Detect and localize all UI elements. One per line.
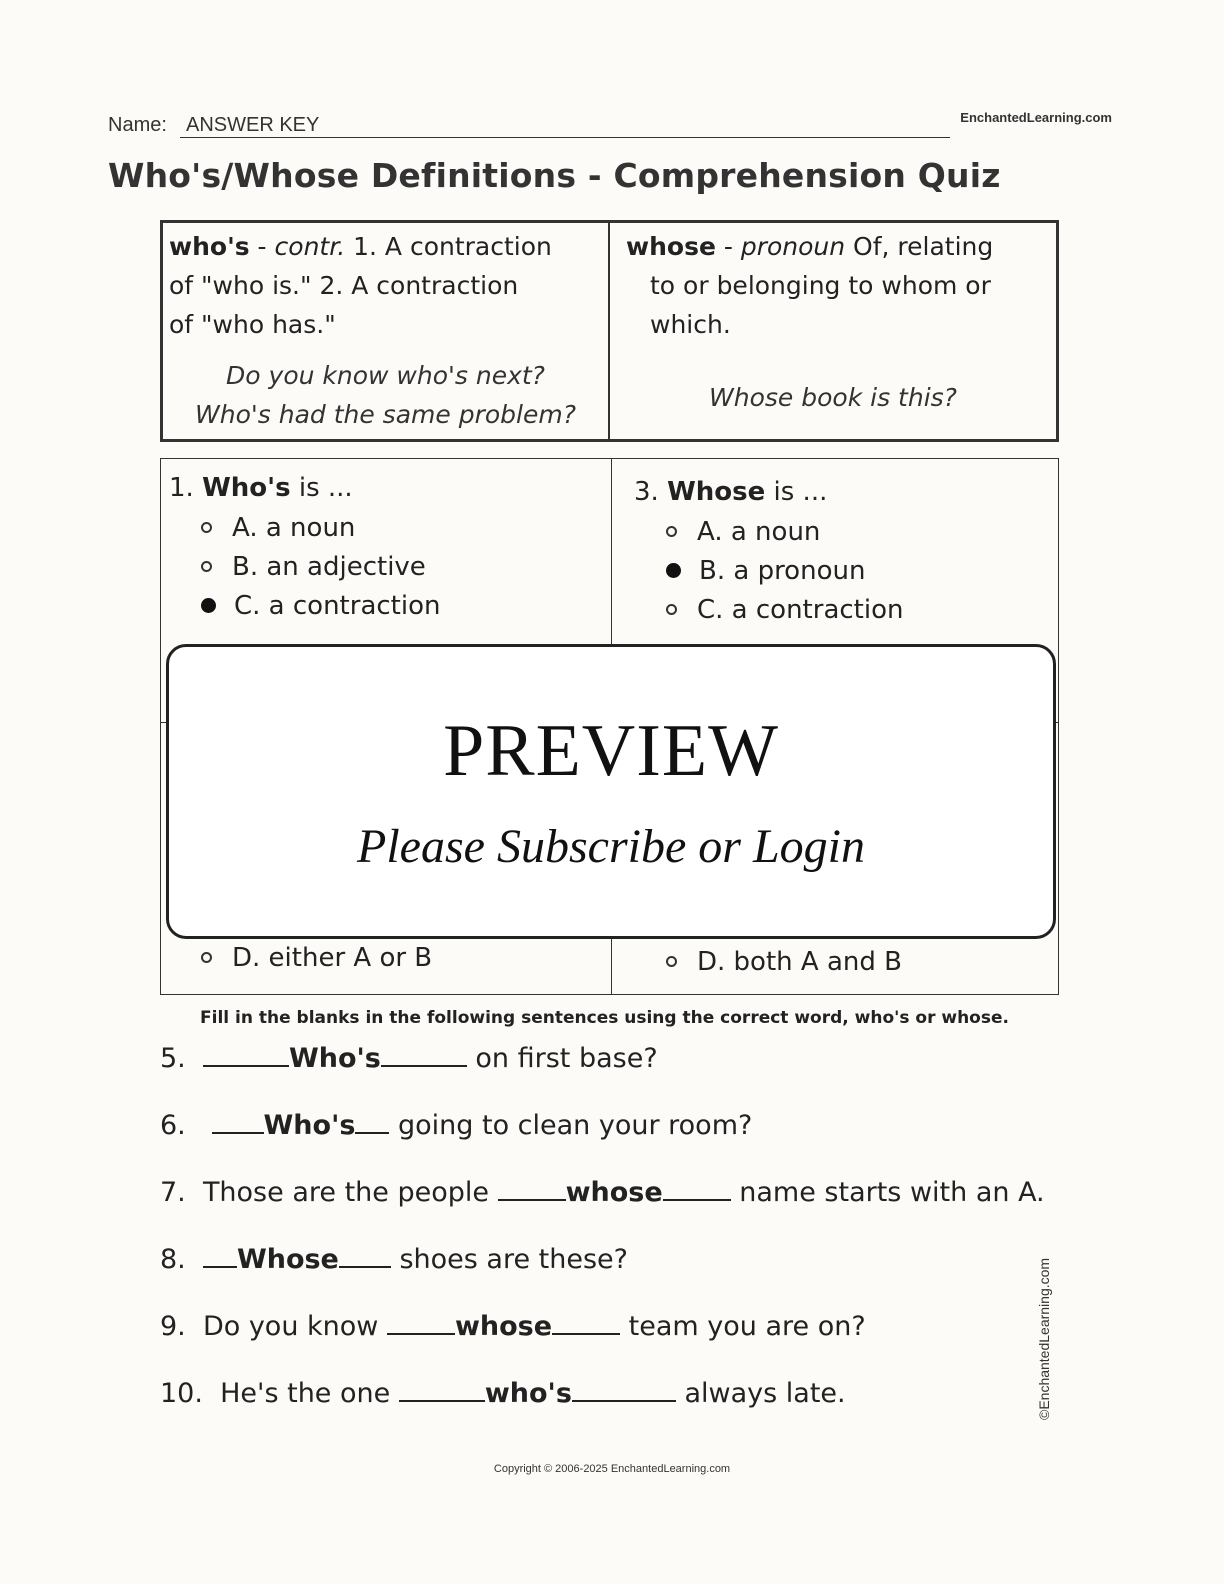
blank-line — [552, 1313, 620, 1335]
answer-word[interactable]: Who's — [288, 1043, 381, 1074]
blank-line — [498, 1179, 566, 1201]
answer-word[interactable]: Who's — [263, 1110, 356, 1141]
sentence-text: name starts with an A. — [730, 1177, 1045, 1208]
radio-bubble-icon[interactable] — [201, 952, 212, 963]
question-word: Whose — [667, 477, 766, 507]
question-text: is ... — [290, 473, 353, 503]
answer-word[interactable]: whose — [565, 1177, 663, 1208]
sentence-number: 6. — [160, 1110, 186, 1141]
question-4-last-option — [634, 942, 902, 981]
question-3 — [634, 473, 903, 629]
blank-line — [203, 1045, 289, 1067]
sentence-number: 8. — [160, 1244, 186, 1275]
question-2-last-option — [169, 938, 432, 977]
blank-line — [663, 1179, 731, 1201]
definition-word: who's — [169, 232, 250, 261]
blank-line — [399, 1380, 485, 1402]
name-row — [108, 110, 950, 140]
definition-text: of "who has." — [169, 310, 336, 339]
question-text: is ... — [765, 477, 828, 507]
question-number: 3. — [634, 477, 659, 507]
subscribe-login-link[interactable]: Please Subscribe or Login — [357, 820, 865, 873]
preview-title: PREVIEW — [443, 710, 779, 792]
sentence-text: team you are on? — [620, 1311, 866, 1342]
definition-text: which. — [650, 310, 731, 339]
fill-in-sentence — [160, 1043, 658, 1074]
question-stem — [634, 473, 903, 512]
option-label: D. both A and B — [697, 946, 902, 977]
option-label: B. a pronoun — [699, 555, 866, 586]
answer-word[interactable]: who's — [484, 1378, 572, 1409]
blank-line — [212, 1112, 264, 1134]
radio-bubble-icon[interactable] — [666, 604, 677, 615]
blank-line — [387, 1313, 455, 1335]
sentence-number: 7. — [160, 1177, 186, 1208]
option-label: D. either A or B — [232, 942, 433, 973]
definition-dash: - — [715, 232, 741, 261]
sentence-text: He's the one — [220, 1378, 399, 1409]
example-sentence: Who's had the same problem? — [195, 400, 576, 429]
answer-option-selected[interactable] — [634, 551, 903, 590]
option-label: B. an adjective — [232, 551, 426, 582]
example-sentence: Whose book is this? — [709, 383, 957, 412]
option-label: A. a noun — [697, 516, 821, 547]
answer-option[interactable] — [169, 938, 432, 977]
name-label: Name: — [108, 114, 167, 136]
radio-bubble-icon[interactable] — [666, 526, 677, 537]
copyright: Copyright © 2006-2025 EnchantedLearning.com — [493, 1463, 731, 1475]
definitions-box — [160, 220, 1059, 442]
option-label: C. a contraction — [234, 590, 441, 621]
definition-text: of "who is." 2. A contraction — [169, 271, 519, 300]
radio-bubble-icon[interactable] — [201, 561, 212, 572]
sentence-text: on first base? — [466, 1043, 658, 1074]
question-stem — [169, 469, 440, 508]
blank-line — [381, 1045, 467, 1067]
preview-overlay[interactable] — [166, 644, 1056, 939]
vertical-site-watermark: ©EnchantedLearning.com — [1036, 1257, 1052, 1420]
definition-text: Of, relating — [845, 232, 994, 261]
definition-text: 1. A contraction — [345, 232, 552, 261]
fill-in-sentence — [160, 1110, 752, 1141]
sentence-text: Those are the people — [202, 1177, 498, 1208]
fill-in-sentence — [160, 1311, 866, 1342]
answer-option-selected[interactable] — [169, 586, 440, 625]
answer-option[interactable] — [634, 942, 902, 981]
blank-line — [572, 1380, 676, 1402]
fill-in-sentence — [160, 1378, 846, 1409]
blank-line — [355, 1112, 389, 1134]
option-label: A. a noun — [232, 512, 356, 543]
site-name: EnchantedLearning.com — [960, 110, 1112, 125]
question-1 — [169, 469, 440, 625]
fill-in-instructions: Fill in the blanks in the following sentences using the correct word, who's or whose. — [200, 1008, 1009, 1028]
radio-bubble-filled-icon[interactable] — [666, 563, 681, 578]
sentence-text: Do you know — [202, 1311, 387, 1342]
definition-dash: - — [249, 232, 275, 261]
answer-word[interactable]: whose — [454, 1311, 553, 1342]
sentence-number: 10. — [160, 1378, 203, 1409]
definition-line — [626, 227, 1038, 266]
definition-word: whose — [626, 232, 716, 261]
fill-in-sentence — [160, 1244, 628, 1275]
question-number: 1. — [169, 473, 194, 503]
answer-option[interactable] — [634, 590, 903, 629]
example-sentence: Do you know who's next? — [226, 361, 545, 390]
sentence-number: 9. — [160, 1311, 186, 1342]
definition-line — [169, 227, 602, 266]
page-title: Who's/Whose Definitions - Comprehension Quiz — [108, 156, 1001, 195]
answer-option[interactable] — [169, 508, 440, 547]
fill-in-sentence — [160, 1177, 1045, 1208]
blank-line — [203, 1246, 237, 1268]
option-label: C. a contraction — [697, 594, 904, 625]
sentence-text: going to clean your room? — [389, 1110, 753, 1141]
answer-option[interactable] — [169, 547, 440, 586]
part-of-speech: contr. — [274, 232, 346, 261]
answer-word[interactable]: Whose — [236, 1244, 339, 1275]
radio-bubble-icon[interactable] — [201, 522, 212, 533]
definition-whos — [163, 223, 610, 439]
name-value: ANSWER KEY — [186, 114, 320, 136]
name-field[interactable] — [180, 110, 950, 138]
definition-whose — [610, 223, 1056, 439]
sentence-number: 5. — [160, 1043, 186, 1074]
definition-text: to or belonging to whom or — [650, 271, 991, 300]
part-of-speech: pronoun — [740, 232, 846, 261]
question-word: Who's — [202, 473, 291, 503]
blank-line — [339, 1246, 391, 1268]
answer-option[interactable] — [634, 512, 903, 551]
sentence-text: always late. — [675, 1378, 846, 1409]
sentence-text: shoes are these? — [390, 1244, 628, 1275]
radio-bubble-filled-icon[interactable] — [201, 598, 216, 613]
radio-bubble-icon[interactable] — [666, 956, 677, 967]
